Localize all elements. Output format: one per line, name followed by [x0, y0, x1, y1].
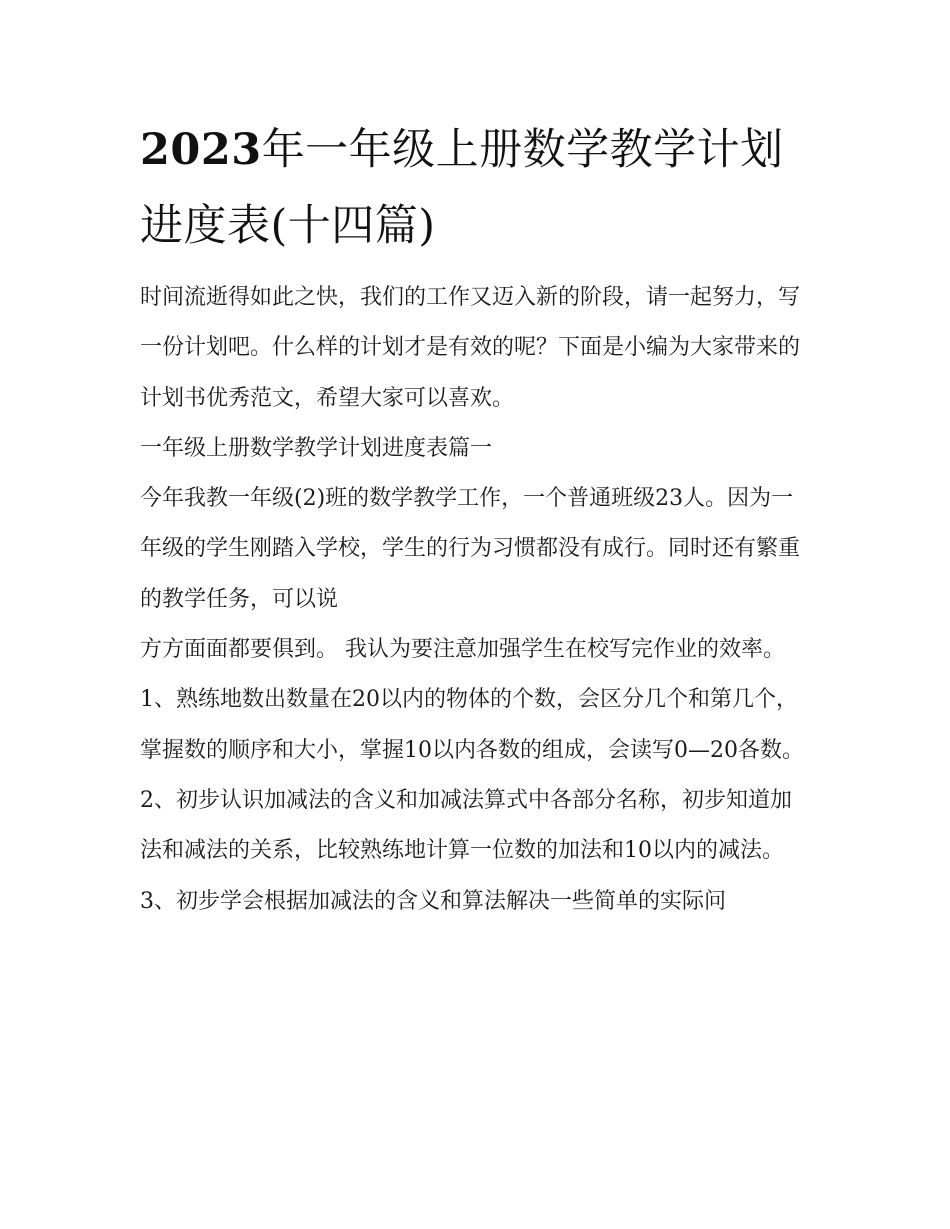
body-paragraph: 方方面面都要俱到。 我认为要注意加强学生在校写完作业的效率。	[140, 637, 785, 663]
body-paragraph: 今年我教一年级(2)班的数学教学工作，一个普通班级23人。因为一年级的学生刚踏入学校，学生的行为习惯都没有成行。同时还有繁重的教学任务，可以说	[140, 486, 801, 612]
title-text: 年一年级上册数学教学计划进度表(十四篇)	[140, 125, 784, 251]
numbered-item-3: 3、初步学会根据加减法的含义和算法解决一些简单的实际问	[140, 888, 726, 914]
intro-paragraph: 时间流逝得如此之快，我们的工作又迈入新的阶段，请一起努力，写一份计划吧。什么样的计划才是有效的呢？下面是小编为大家带来的计划书优秀范文，希望大家可以喜欢。	[140, 285, 801, 411]
document-body	[140, 273, 812, 927]
numbered-item-1: 1、熟练地数出数量在20以内的物体的个数，会区分几个和第几个，掌握数的顺序和大小，掌握10以内各数的组成，会读写0—20各数。	[140, 687, 804, 763]
document-content	[140, 112, 812, 927]
title-year: 2023	[140, 125, 262, 175]
section-heading: 一年级上册数学教学计划进度表篇一	[140, 435, 493, 461]
document-title	[140, 112, 812, 264]
numbered-item-2: 2、初步认识加减法的含义和加减法算式中各部分名称，初步知道加法和减法的关系，比较熟练地计算一位数的加法和10以内的减法。	[140, 787, 792, 864]
